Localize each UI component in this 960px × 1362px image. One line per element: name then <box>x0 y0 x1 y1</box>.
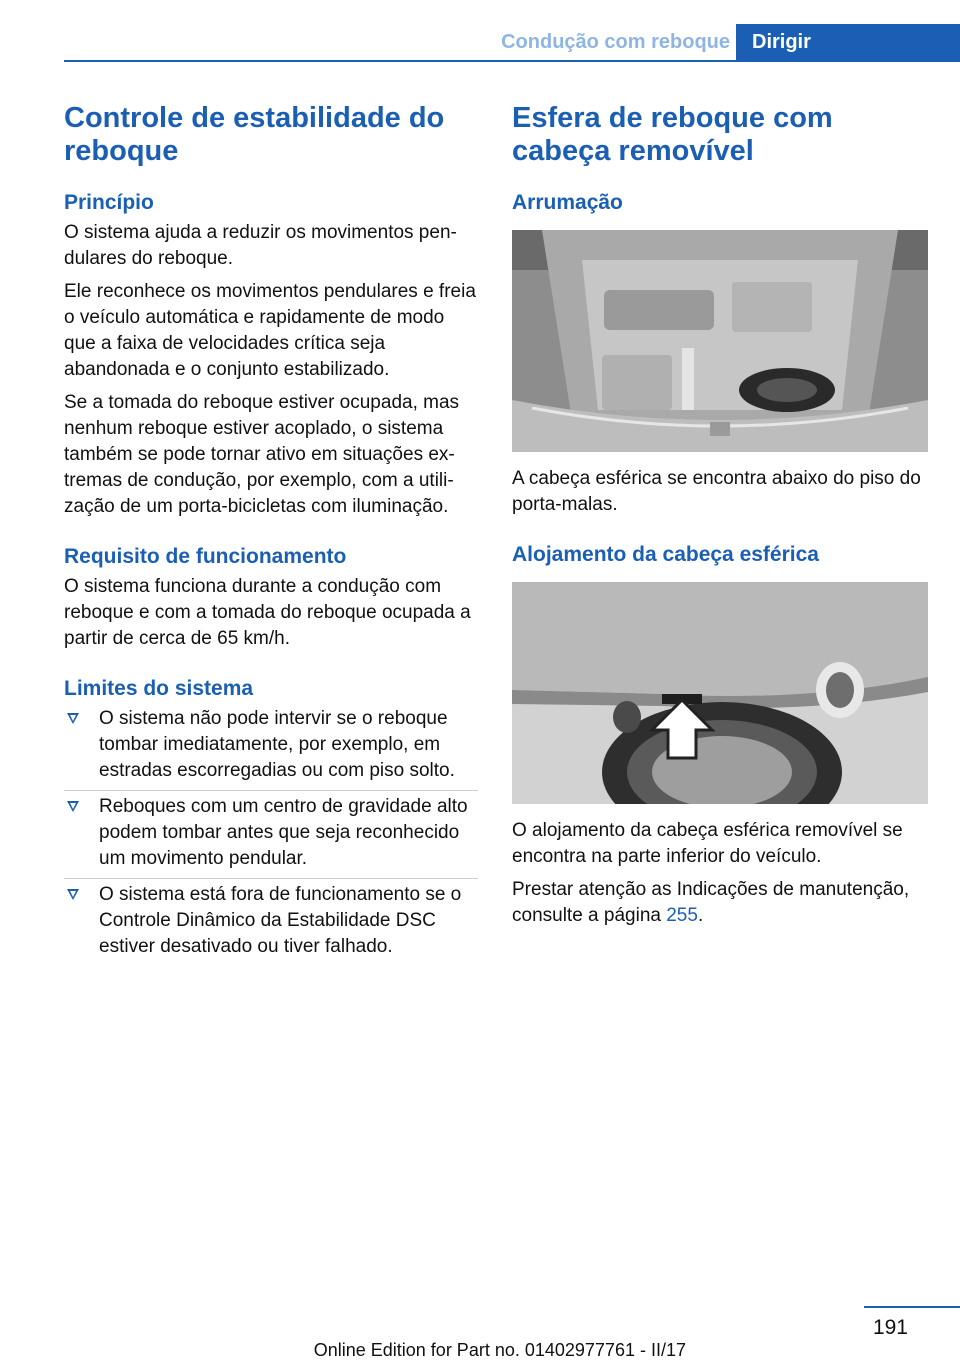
paragraph-with-link <box>512 877 928 929</box>
running-header-section: Condução com reboque <box>501 31 730 53</box>
heading-storage: Arrumação <box>512 191 623 214</box>
divider <box>64 878 478 879</box>
list-item <box>64 706 478 784</box>
running-header-tab: Dirigir <box>736 24 960 62</box>
left-column <box>64 102 478 970</box>
section-title-tow-ball: Esfera de reboque com cabeça removível <box>512 102 833 167</box>
limits-list <box>64 706 478 960</box>
divider <box>64 790 478 791</box>
list-item <box>64 882 478 960</box>
triangle-bullet-icon <box>67 801 79 812</box>
paragraph: Se a tomada do reboque estiver ocupada, mas nenhum reboque estiver acoplado, o sistema também se pode tornar ativo em situações extremas de condução, por exemplo, com a utilização de um porta-bicicletas com iluminação. <box>64 392 460 517</box>
heading-limits: Limites do sistema <box>64 677 254 700</box>
heading-requirement: Requisito de funcionamento <box>64 545 347 568</box>
triangle-bullet-icon <box>67 713 79 724</box>
page-number: 191 <box>872 1316 908 1339</box>
paragraph: Ele reconhece os movimentos pendulares e freia o veículo automática e rapidamente de modo que a faixa de velocidades crítica seja abandonada e o conjunto estabilizado. <box>64 281 476 380</box>
list-item <box>64 794 478 872</box>
paragraph: O sistema ajuda a reduzir os movimentos pendulares do reboque. <box>64 222 457 269</box>
header-rule <box>64 60 960 62</box>
trunk-storage-photo <box>512 230 928 452</box>
section-title-stability: Controle de estabilidade do reboque <box>64 102 445 167</box>
footer-rule <box>864 1306 960 1308</box>
list-item-text: Reboques com um centro de gravidade alto podem tombar antes que seja reconhecido um movimento pendular. <box>99 796 468 869</box>
triangle-bullet-icon <box>67 889 79 900</box>
page-reference-link[interactable]: 255 <box>666 905 698 926</box>
paragraph: O alojamento da cabeça esférica removível se encontra na parte inferior do veículo. <box>512 820 903 867</box>
right-column <box>512 102 928 936</box>
heading-housing: Alojamento da cabeça esférica <box>512 543 819 566</box>
paragraph: O sistema funciona durante a condução com reboque e com a tomada do reboque ocupada a partir de cerca de 65 km/h. <box>64 576 471 649</box>
list-item-text: O sistema não pode intervir se o reboque tombar imediatamente, por exemplo, em estradas escorregadias ou com piso solto. <box>99 708 455 781</box>
edition-note: Online Edition for Part no. 01402977761 - II/17 <box>313 1340 686 1360</box>
tow-ball-housing-photo <box>512 582 928 804</box>
list-item-text: O sistema está fora de funcionamento se o Controle Dinâmico da Estabilidade DSC estiver desativado ou tiver falhado. <box>99 884 462 957</box>
photo-caption: A cabeça esférica se encontra abaixo do piso do porta-malas. <box>512 468 921 515</box>
heading-principle: Princípio <box>64 191 154 214</box>
paragraph-text-suffix: . <box>697 905 704 926</box>
paragraph-text: Prestar atenção as Indicações de manutenção, consulte a página <box>512 879 910 926</box>
